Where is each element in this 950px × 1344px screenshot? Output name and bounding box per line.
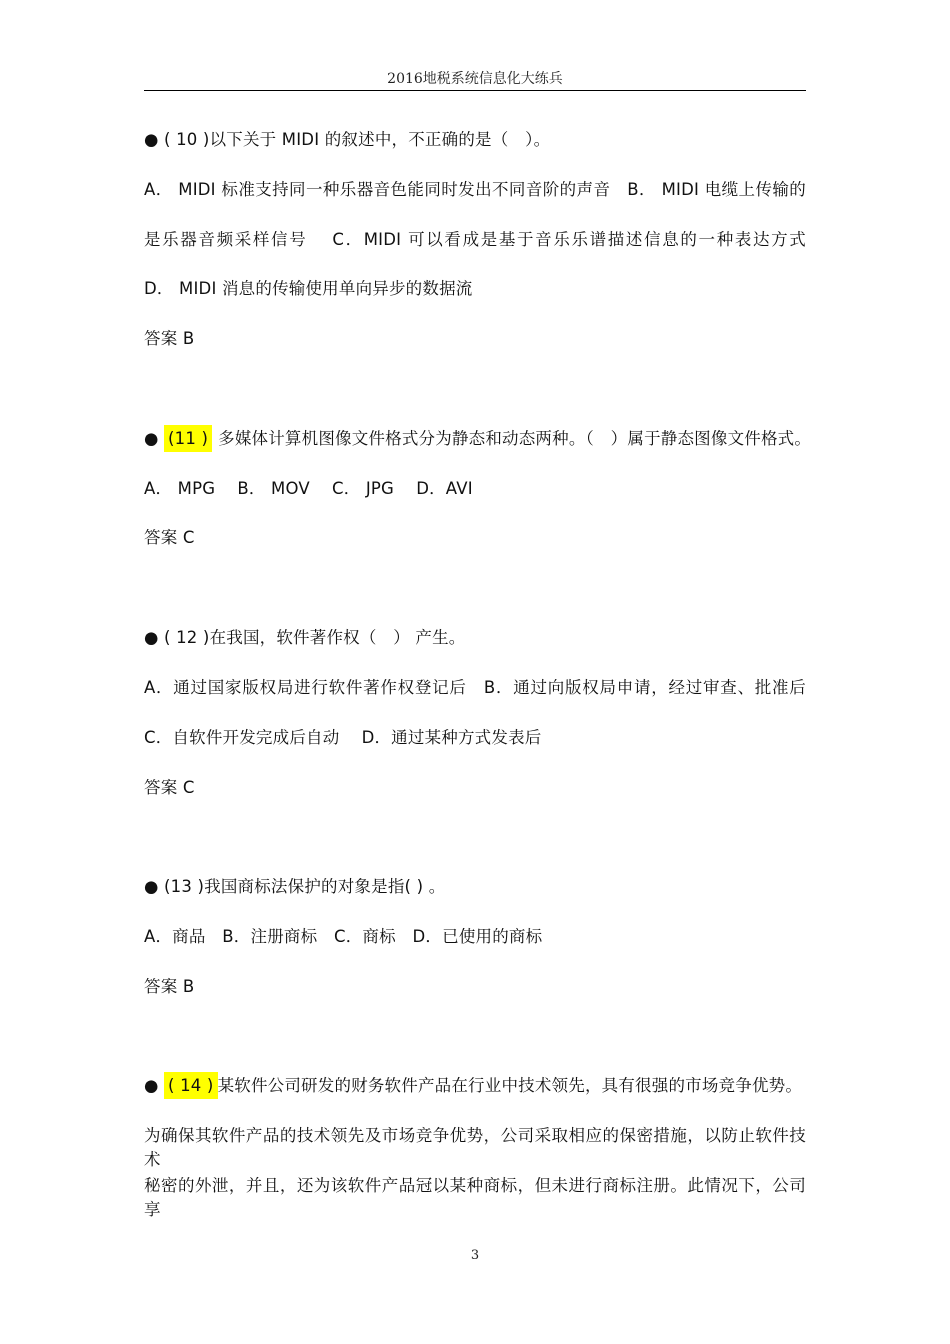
question-11-answer: 答案 C [144,528,195,547]
question-10-answer: 答案 B [144,329,195,348]
question-12-option-line: A．通过国家版权局进行软件著作权登记后 B．通过向版权局申请，经过审查、批准后 [144,678,806,697]
question-number: ( 10 ) [164,130,210,149]
question-11-option-line: A． MPG B． MOV C． JPG D．AVI [144,479,473,498]
page-header-title: 2016地税系统信息化大练兵 [387,71,563,87]
question-text: 以下关于 MIDI 的叙述中，不正确的是（ ）。 [209,130,551,149]
bullet: ● [144,877,159,896]
question-10-option-line: 是乐器音频采样信号 C．MIDI 可以看成是基于音乐乐谱描述信息的一种表达方式 [144,230,806,249]
bullet: ● [144,1076,159,1095]
question-12-option-line: C．自软件开发完成后自动 D．通过某种方式发表后 [144,728,542,747]
question-text: 某软件公司研发的财务软件产品在行业中技术领先，具有很强的市场竞争优势。 [217,1076,803,1095]
bullet: ● [144,429,159,448]
question-10-option-line: D． MIDI 消息的传输使用单向异步的数据流 [144,279,473,298]
question-11-stem [144,427,814,451]
question-10-stem [144,128,814,152]
header-divider [144,90,806,91]
question-13-option-line: A．商品 B．注册商标 C．商标 D．已使用的商标 [144,927,543,946]
question-14-stem [144,1074,814,1098]
question-12-stem [144,626,814,650]
bullet: ● [144,130,159,149]
question-number-highlighted: (11 ) [164,425,212,452]
question-text: 我国商标法保护的对象是指( ) 。 [204,877,446,896]
question-text: 多媒体计算机图像文件格式分为静态和动态两种。（ ）属于静态图像文件格式。 [218,429,812,448]
page-number: 3 [470,1248,480,1263]
question-number-highlighted: ( 14 ) [164,1072,218,1099]
question-10-option-line: A． MIDI 标准支持同一种乐器音色能同时发出不同音阶的声音 B． MIDI 电缆上传输的 [144,180,806,199]
question-13-stem [144,875,814,899]
question-14-body-line: 秘密的外泄，并且，还为该软件产品冠以某种商标，但未进行商标注册。此情况下，公司享 [144,1176,806,1219]
question-13-answer: 答案 B [144,977,195,996]
question-number: (13 ) [164,877,205,896]
question-text: 在我国，软件著作权（ ） 产生。 [209,628,466,647]
bullet: ● [144,628,159,647]
question-number: ( 12 ) [164,628,210,647]
question-12-answer: 答案 C [144,778,195,797]
question-14-body-line: 为确保其软件产品的技术领先及市场竞争优势，公司采取相应的保密措施，以防止软件技术 [144,1126,806,1169]
